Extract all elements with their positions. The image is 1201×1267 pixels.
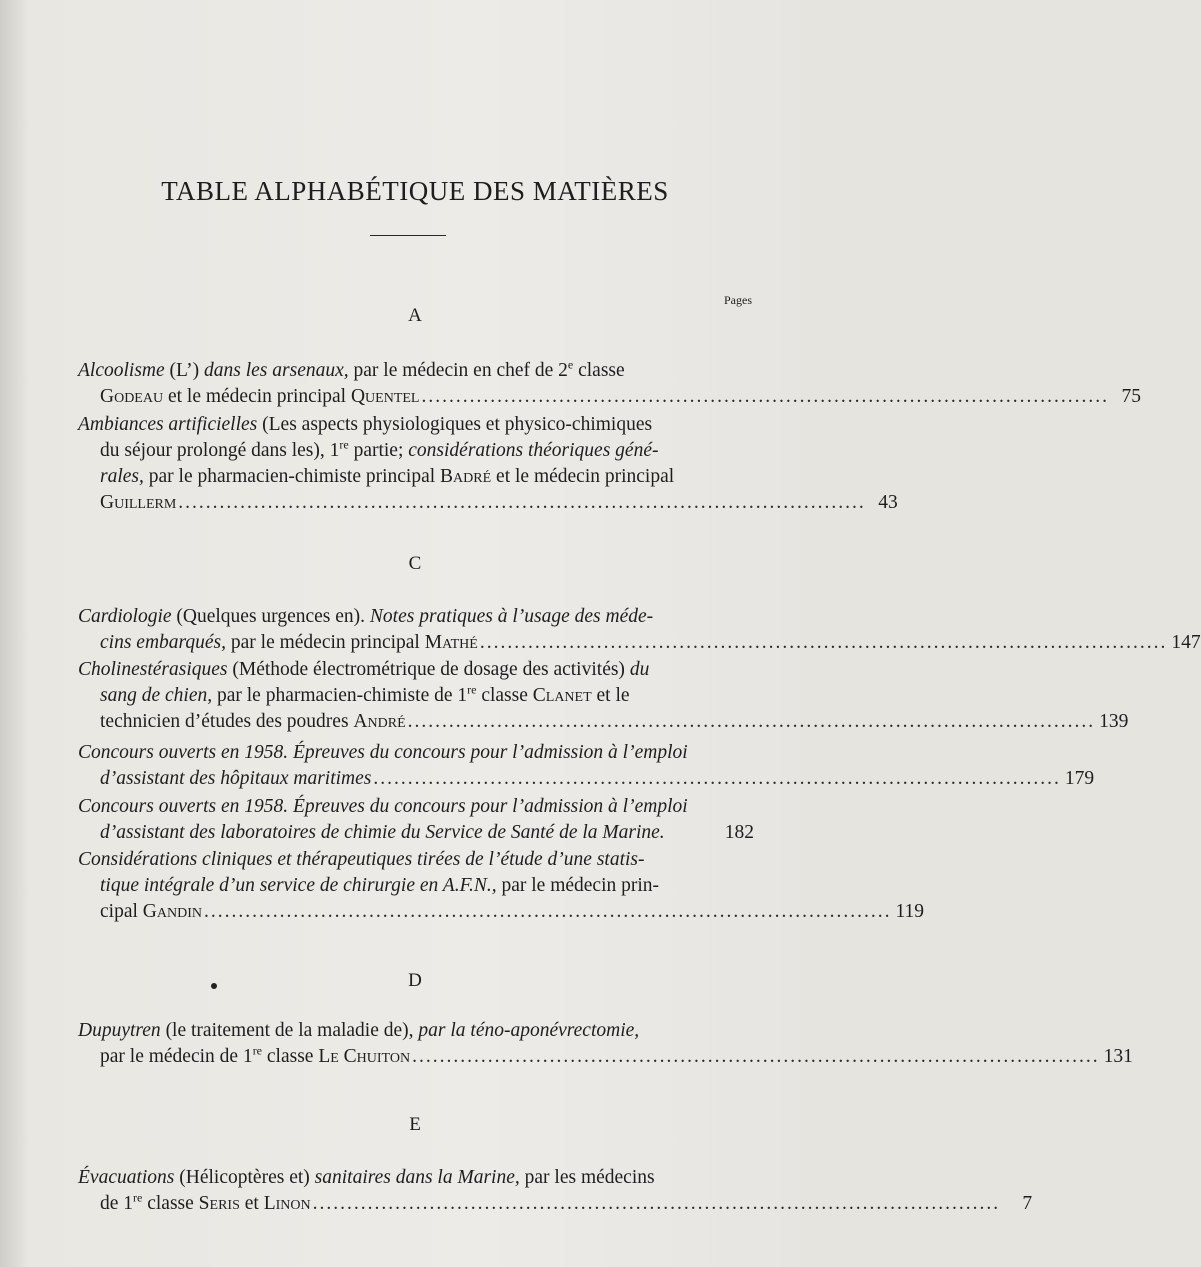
entry-concours-hopitaux [78, 740, 1095, 792]
page-number: 119 [895, 901, 924, 922]
entry-text: par le médecin principal [226, 632, 425, 653]
page-title: TABLE ALPHABÉTIQUE DES MATIÈRES [161, 176, 669, 206]
entry-text: et le médecin principal [163, 386, 351, 407]
entry-line [78, 794, 754, 820]
entry-line [78, 1165, 754, 1191]
page-number: 147 [1171, 632, 1201, 653]
entry-subject: Évacuations [78, 1167, 175, 1188]
entry-subject: Concours ouverts en 1958. Épreuves du concours pour l’admission à l’emploi [78, 796, 688, 817]
entry-subject: Ambiances artificielles [78, 414, 258, 435]
entry-line [78, 384, 1141, 410]
entry-considerations [78, 847, 924, 925]
author-name: Le Chuiton [318, 1046, 411, 1067]
entry-italic-text: tique intégrale d’un service de chirurgie en A.F.N., [100, 875, 497, 896]
dot-leader: .................................................................................................... [479, 632, 1168, 653]
entry-cholinesterasiques [78, 657, 1129, 735]
entry-line [78, 630, 1201, 656]
entry-line [78, 740, 754, 766]
author-name: Seris [198, 1193, 240, 1214]
entry-text: de 1 [100, 1193, 134, 1214]
entry-italic-text: sang de chien, [100, 685, 213, 706]
author-name: Linon [263, 1193, 311, 1214]
entry-text: (L’) [164, 360, 205, 381]
entry-line [78, 709, 1129, 735]
entry-subject: Alcoolisme [78, 360, 165, 381]
section-letter-a: A [408, 305, 422, 326]
entry-text: par le médecin de 1 [100, 1046, 253, 1067]
dot-leader: .................................................................................................... [312, 1193, 1001, 1214]
entry-text: (Hélicoptères et) [174, 1167, 315, 1188]
entry-evacuations [78, 1165, 1033, 1217]
pages-column-label: Pages [724, 293, 752, 307]
entry-line [78, 464, 754, 490]
page-number: 75 [1121, 386, 1141, 407]
entry-italic-text: sanitaires dans la Marine, [314, 1167, 520, 1188]
entry-line [78, 604, 754, 630]
entry-text: par le médecin en chef de 2 [348, 360, 568, 381]
author-name: Godeau [100, 386, 164, 407]
section-letter-d: D [408, 970, 422, 991]
entry-text: et [239, 1193, 264, 1214]
entry-subject: Cholinestérasiques [78, 659, 228, 680]
entry-text: par le pharmacien-chimiste de 1 [212, 685, 468, 706]
entry-italic-text: rales, [100, 466, 144, 487]
entry-text: cipal [100, 901, 143, 922]
entry-dupuytren [78, 1018, 1133, 1070]
page-number: 179 [1064, 768, 1095, 789]
author-name: Quentel [350, 386, 420, 407]
entry-subject: Concours ouverts en 1958. Épreuves du concours pour l’admission à l’emploi [78, 742, 688, 763]
entry-line [78, 766, 1095, 792]
entry-italic-text: par la téno-aponévrectomie, [418, 1020, 640, 1041]
page-number: 43 [878, 492, 898, 513]
section-letter-e: E [409, 1114, 421, 1135]
entry-text: classe [573, 360, 625, 381]
entry-line [78, 873, 754, 899]
entry-italic-text: dans les arsenaux, [204, 360, 349, 381]
dot-leader: .................................................................................................... [407, 711, 1096, 732]
page-number: 139 [1099, 711, 1129, 732]
entry-text: par les médecins [519, 1167, 655, 1188]
entry-text: et le [591, 685, 630, 706]
page-number: 182 [724, 822, 754, 843]
dot-leader: .................................................................................................... [373, 768, 1061, 789]
entry-text: (le traitement de la maladie de), [160, 1020, 419, 1041]
entry-italic-text: cins embarqués, [100, 632, 227, 653]
entry-text: (Quelques urgences en). [171, 606, 370, 627]
superscript: re [133, 1190, 143, 1205]
entry-text: partie; [348, 440, 409, 461]
dot-leader: .................................................................................................... [421, 386, 1109, 407]
entry-italic-text: d’assistant des laboratoires de chimie du Service de Santé de la Marine. [100, 822, 665, 843]
entry-line [78, 1190, 1033, 1217]
dot-leader: .................................................................................................... [178, 492, 866, 513]
title-rule [370, 235, 446, 236]
entry-line [78, 1043, 1133, 1070]
author-name: André [353, 711, 406, 732]
entry-concours-laboratoires [78, 794, 754, 846]
page-number: 131 [1103, 1046, 1133, 1067]
entry-text: classe [262, 1046, 319, 1067]
entry-subject: Dupuytren [78, 1020, 161, 1041]
entry-italic-text: du [629, 659, 650, 680]
entry-text: par le médecin prin- [496, 875, 660, 896]
entry-cardiologie [78, 604, 1201, 656]
entry-line [78, 820, 754, 846]
author-name: Badré [440, 466, 492, 487]
superscript: re [339, 437, 349, 452]
entry-text: classe [476, 685, 533, 706]
entry-text: technicien d’études des poudres [100, 711, 354, 732]
entry-line [78, 358, 754, 384]
superscript: e [567, 357, 574, 372]
entry-text: (Les aspects physiologiques et physico-chimiques [257, 414, 653, 435]
section-letter-c: C [408, 553, 422, 574]
entry-line [78, 412, 754, 438]
superscript: re [467, 682, 477, 697]
entry-line [78, 657, 754, 683]
entry-line [78, 899, 924, 925]
entry-ambiances [78, 412, 898, 516]
superscript: re [252, 1043, 263, 1058]
entry-text: classe [142, 1193, 199, 1214]
entry-italic-text: considérations théoriques géné- [408, 440, 659, 461]
entry-text: par le pharmacien-chimiste principal [143, 466, 441, 487]
author-name: Gandin [142, 901, 202, 922]
entry-italic-text: d’assistant des hôpitaux maritimes [100, 768, 372, 789]
entry-line [78, 1018, 754, 1044]
entry-subject: Cardiologie [78, 606, 172, 627]
entry-text: et le médecin principal [491, 466, 675, 487]
entry-text: du séjour prolongé dans les), 1 [100, 440, 340, 461]
dot-leader: .................................................................................................... [203, 901, 892, 922]
author-name: Clanet [532, 685, 592, 706]
entry-line [78, 490, 898, 516]
dot-leader: .................................................................................................... [412, 1046, 1100, 1067]
entry-subject: Considérations cliniques et thérapeutiques tirées de l’étude d’une statis- [78, 849, 645, 870]
entry-line [78, 683, 754, 709]
entry-alcoolisme [78, 357, 1141, 410]
entry-line [78, 847, 754, 873]
entry-text: (Méthode électrométrique de dosage des activités) [227, 659, 630, 680]
page-number: 7 [1022, 1193, 1033, 1214]
author-name: Mathé [424, 632, 478, 653]
author-name: Guillerm [100, 492, 177, 513]
entry-italic-text: Notes pratiques à l’usage des méde- [369, 606, 654, 627]
entry-line [78, 438, 754, 464]
